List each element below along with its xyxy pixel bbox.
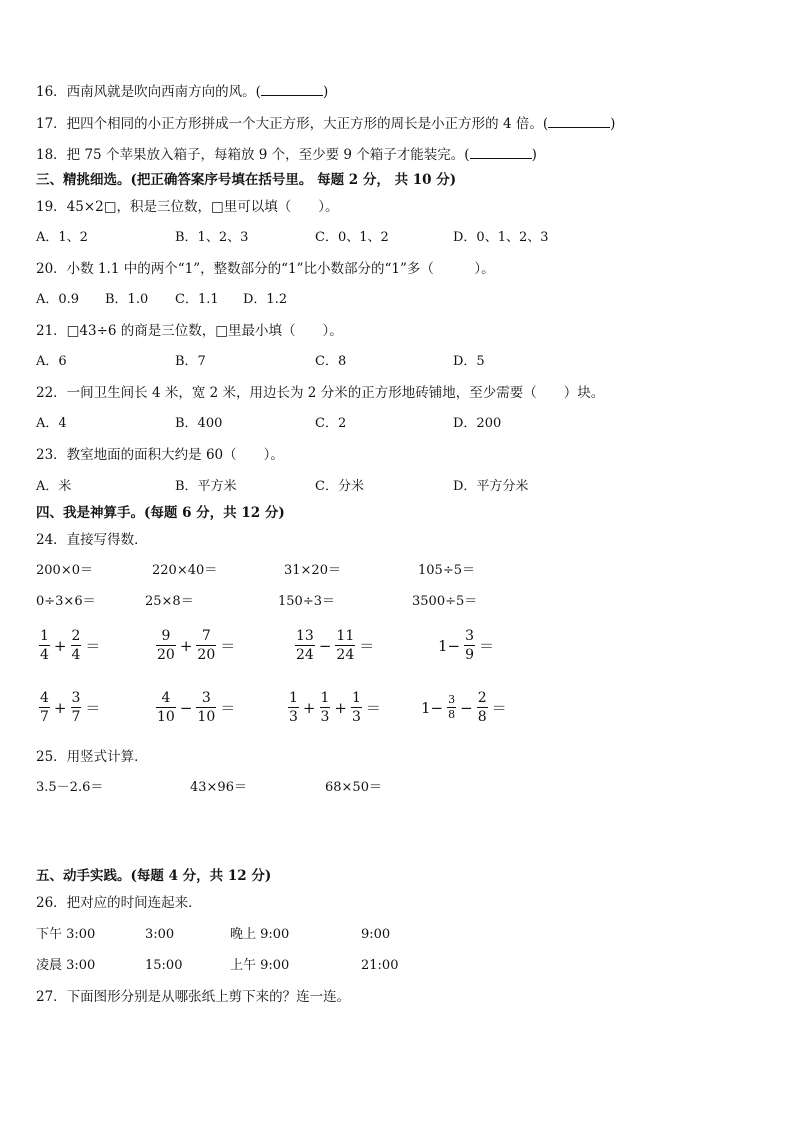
question-26: 26．把对应的时间连起来．	[36, 895, 202, 911]
calc-item: 3.5－2.6＝	[36, 780, 104, 795]
q21-option-d[interactable]: D．5	[453, 354, 485, 369]
question-19: 19．45×2□，积是三位数，□里可以填（ ）。	[36, 199, 339, 215]
time-label[interactable]: 上午 9:00	[230, 958, 290, 973]
fraction-expression-5: $\frac{4}{7}$ + $\frac{3}{7}$ ＝	[40, 690, 101, 725]
calc-item: 43×96＝	[190, 780, 247, 795]
question-18: 18．把 75 个苹果放入箱子，每箱放 9 个，至少要 9 个箱子才能装完。( )	[36, 147, 537, 163]
answer-blank-18[interactable]	[470, 146, 532, 159]
fraction: $\frac{9}{20}$	[157, 628, 175, 663]
fraction: $\frac{3}{8}$	[448, 693, 456, 721]
fraction-expression-8: 1− $\frac{3}{8}$ − $\frac{2}{8}$ ＝	[421, 690, 507, 725]
fraction: $\frac{3}{9}$	[465, 628, 475, 663]
question-23: 23．教室地面的面积大约是 60（ ）。	[36, 447, 284, 463]
q23-option-d[interactable]: D．平方分米	[453, 479, 529, 494]
question-20: 20．小数 1.1 中的两个“1”，整数部分的“1”比小数部分的“1”多（ ）。	[36, 261, 495, 277]
calc-item: 0÷3×6＝	[36, 594, 96, 609]
calc-item: 150÷3＝	[278, 594, 335, 609]
time-label[interactable]: 下午 3:00	[36, 927, 96, 942]
time-label[interactable]: 15:00	[145, 958, 183, 973]
section-4-title: 四、我是神算手。(每题 6 分，共 12 分)	[36, 505, 285, 521]
q22-option-b[interactable]: B．400	[175, 416, 223, 431]
question-21: 21．□43÷6 的商是三位数，□里最小填（ ）。	[36, 323, 343, 339]
fraction: $\frac{3}{10}$	[197, 690, 216, 725]
q23-option-a[interactable]: A．米	[36, 479, 72, 494]
q22-option-a[interactable]: A．4	[36, 416, 67, 431]
fraction-expression-7: $\frac{1}{3}$ + $\frac{1}{3}$ + $\frac{1}{3}$ ＝	[289, 690, 381, 725]
calc-item: 68×50＝	[325, 780, 382, 795]
time-label[interactable]: 21:00	[361, 958, 399, 973]
q22-option-d[interactable]: D．200	[453, 416, 502, 431]
question-16: 16．西南风就是吹向西南方向的风。( )	[36, 84, 329, 100]
q23-option-c[interactable]: C．分米	[315, 479, 364, 494]
q22-option-c[interactable]: C．2	[315, 416, 347, 431]
answer-blank-17[interactable]	[548, 115, 610, 128]
q21-option-a[interactable]: A．6	[36, 354, 67, 369]
question-22: 22．一间卫生间长 4 米，宽 2 米，用边长为 2 分米的正方形地砖铺地，至少需要（ ）块。	[36, 385, 605, 401]
fraction: $\frac{3}{7}$	[71, 690, 81, 725]
calc-item: 220×40＝	[152, 563, 218, 578]
answer-blank-16[interactable]	[261, 83, 323, 96]
section-5-title: 五、动手实践。(每题 4 分，共 12 分)	[36, 868, 272, 884]
q20-option-c[interactable]: C．1.1	[175, 292, 219, 307]
fraction-expression-3: $\frac{13}{24}$ − $\frac{11}{24}$ ＝	[296, 628, 375, 663]
q21-option-c[interactable]: C．8	[315, 354, 347, 369]
fraction: $\frac{1}{4}$	[40, 628, 49, 663]
calc-item: 25×8＝	[145, 594, 194, 609]
q19-option-d[interactable]: D．0、1、2、3	[453, 230, 549, 245]
fraction: $\frac{1}{3}$	[289, 690, 298, 725]
calc-item: 200×0＝	[36, 563, 93, 578]
fraction: $\frac{13}{24}$	[296, 628, 314, 663]
fraction-expression-1: $\frac{1}{4}$ + $\frac{2}{4}$ ＝	[40, 628, 101, 663]
fraction: $\frac{2}{4}$	[71, 628, 81, 663]
question-27: 27．下面图形分别是从哪张纸上剪下来的？连一连。	[36, 989, 351, 1005]
q19-option-c[interactable]: C．0、1、2	[315, 230, 389, 245]
fraction: $\frac{4}{10}$	[157, 690, 175, 725]
q19-option-b[interactable]: B．1、2、3	[175, 230, 249, 245]
fraction: $\frac{1}{3}$	[352, 690, 361, 725]
q19-option-a[interactable]: A．1、2	[36, 230, 88, 245]
question-17-text: 17．把四个相同的小正方形拼成一个大正方形，大正方形的周长是小正方形的 4 倍。(	[36, 116, 549, 132]
question-17: 17．把四个相同的小正方形拼成一个大正方形，大正方形的周长是小正方形的 4 倍。( )	[36, 116, 616, 132]
fraction: $\frac{4}{7}$	[40, 690, 49, 725]
q23-option-b[interactable]: B．平方米	[175, 479, 237, 494]
q20-option-b[interactable]: B．1.0	[105, 292, 149, 307]
calc-item: 105÷5＝	[418, 563, 475, 578]
q20-option-a[interactable]: A．0.9	[36, 292, 80, 307]
fraction: $\frac{11}{24}$	[336, 628, 355, 663]
calc-item: 3500÷5＝	[412, 594, 478, 609]
question-18-text: 18．把 75 个苹果放入箱子，每箱放 9 个，至少要 9 个箱子才能装完。(	[36, 147, 470, 163]
fraction-expression-6: $\frac{4}{10}$ − $\frac{3}{10}$ ＝	[157, 690, 236, 725]
time-label[interactable]: 晚上 9:00	[230, 927, 290, 942]
calc-item: 31×20＝	[284, 563, 341, 578]
section-3-title: 三、精挑细选。(把正确答案序号填在括号里。 每题 2 分， 共 10 分)	[36, 172, 457, 188]
fraction: $\frac{7}{20}$	[197, 628, 216, 663]
fraction-expression-4: 1− $\frac{3}{9}$ ＝	[438, 628, 495, 663]
question-24: 24．直接写得数．	[36, 532, 148, 548]
question-25: 25．用竖式计算．	[36, 749, 148, 765]
fraction: $\frac{2}{8}$	[477, 690, 487, 725]
q21-option-b[interactable]: B．7	[175, 354, 206, 369]
time-label[interactable]: 9:00	[361, 927, 391, 942]
fraction-expression-2: $\frac{9}{20}$ + $\frac{7}{20}$ ＝	[157, 628, 236, 663]
time-label[interactable]: 凌晨 3:00	[36, 958, 96, 973]
q20-option-d[interactable]: D．1.2	[243, 292, 288, 307]
fraction: $\frac{1}{3}$	[320, 690, 330, 725]
question-16-text: 16．西南风就是吹向西南方向的风。(	[36, 84, 261, 100]
time-label[interactable]: 3:00	[145, 927, 175, 942]
